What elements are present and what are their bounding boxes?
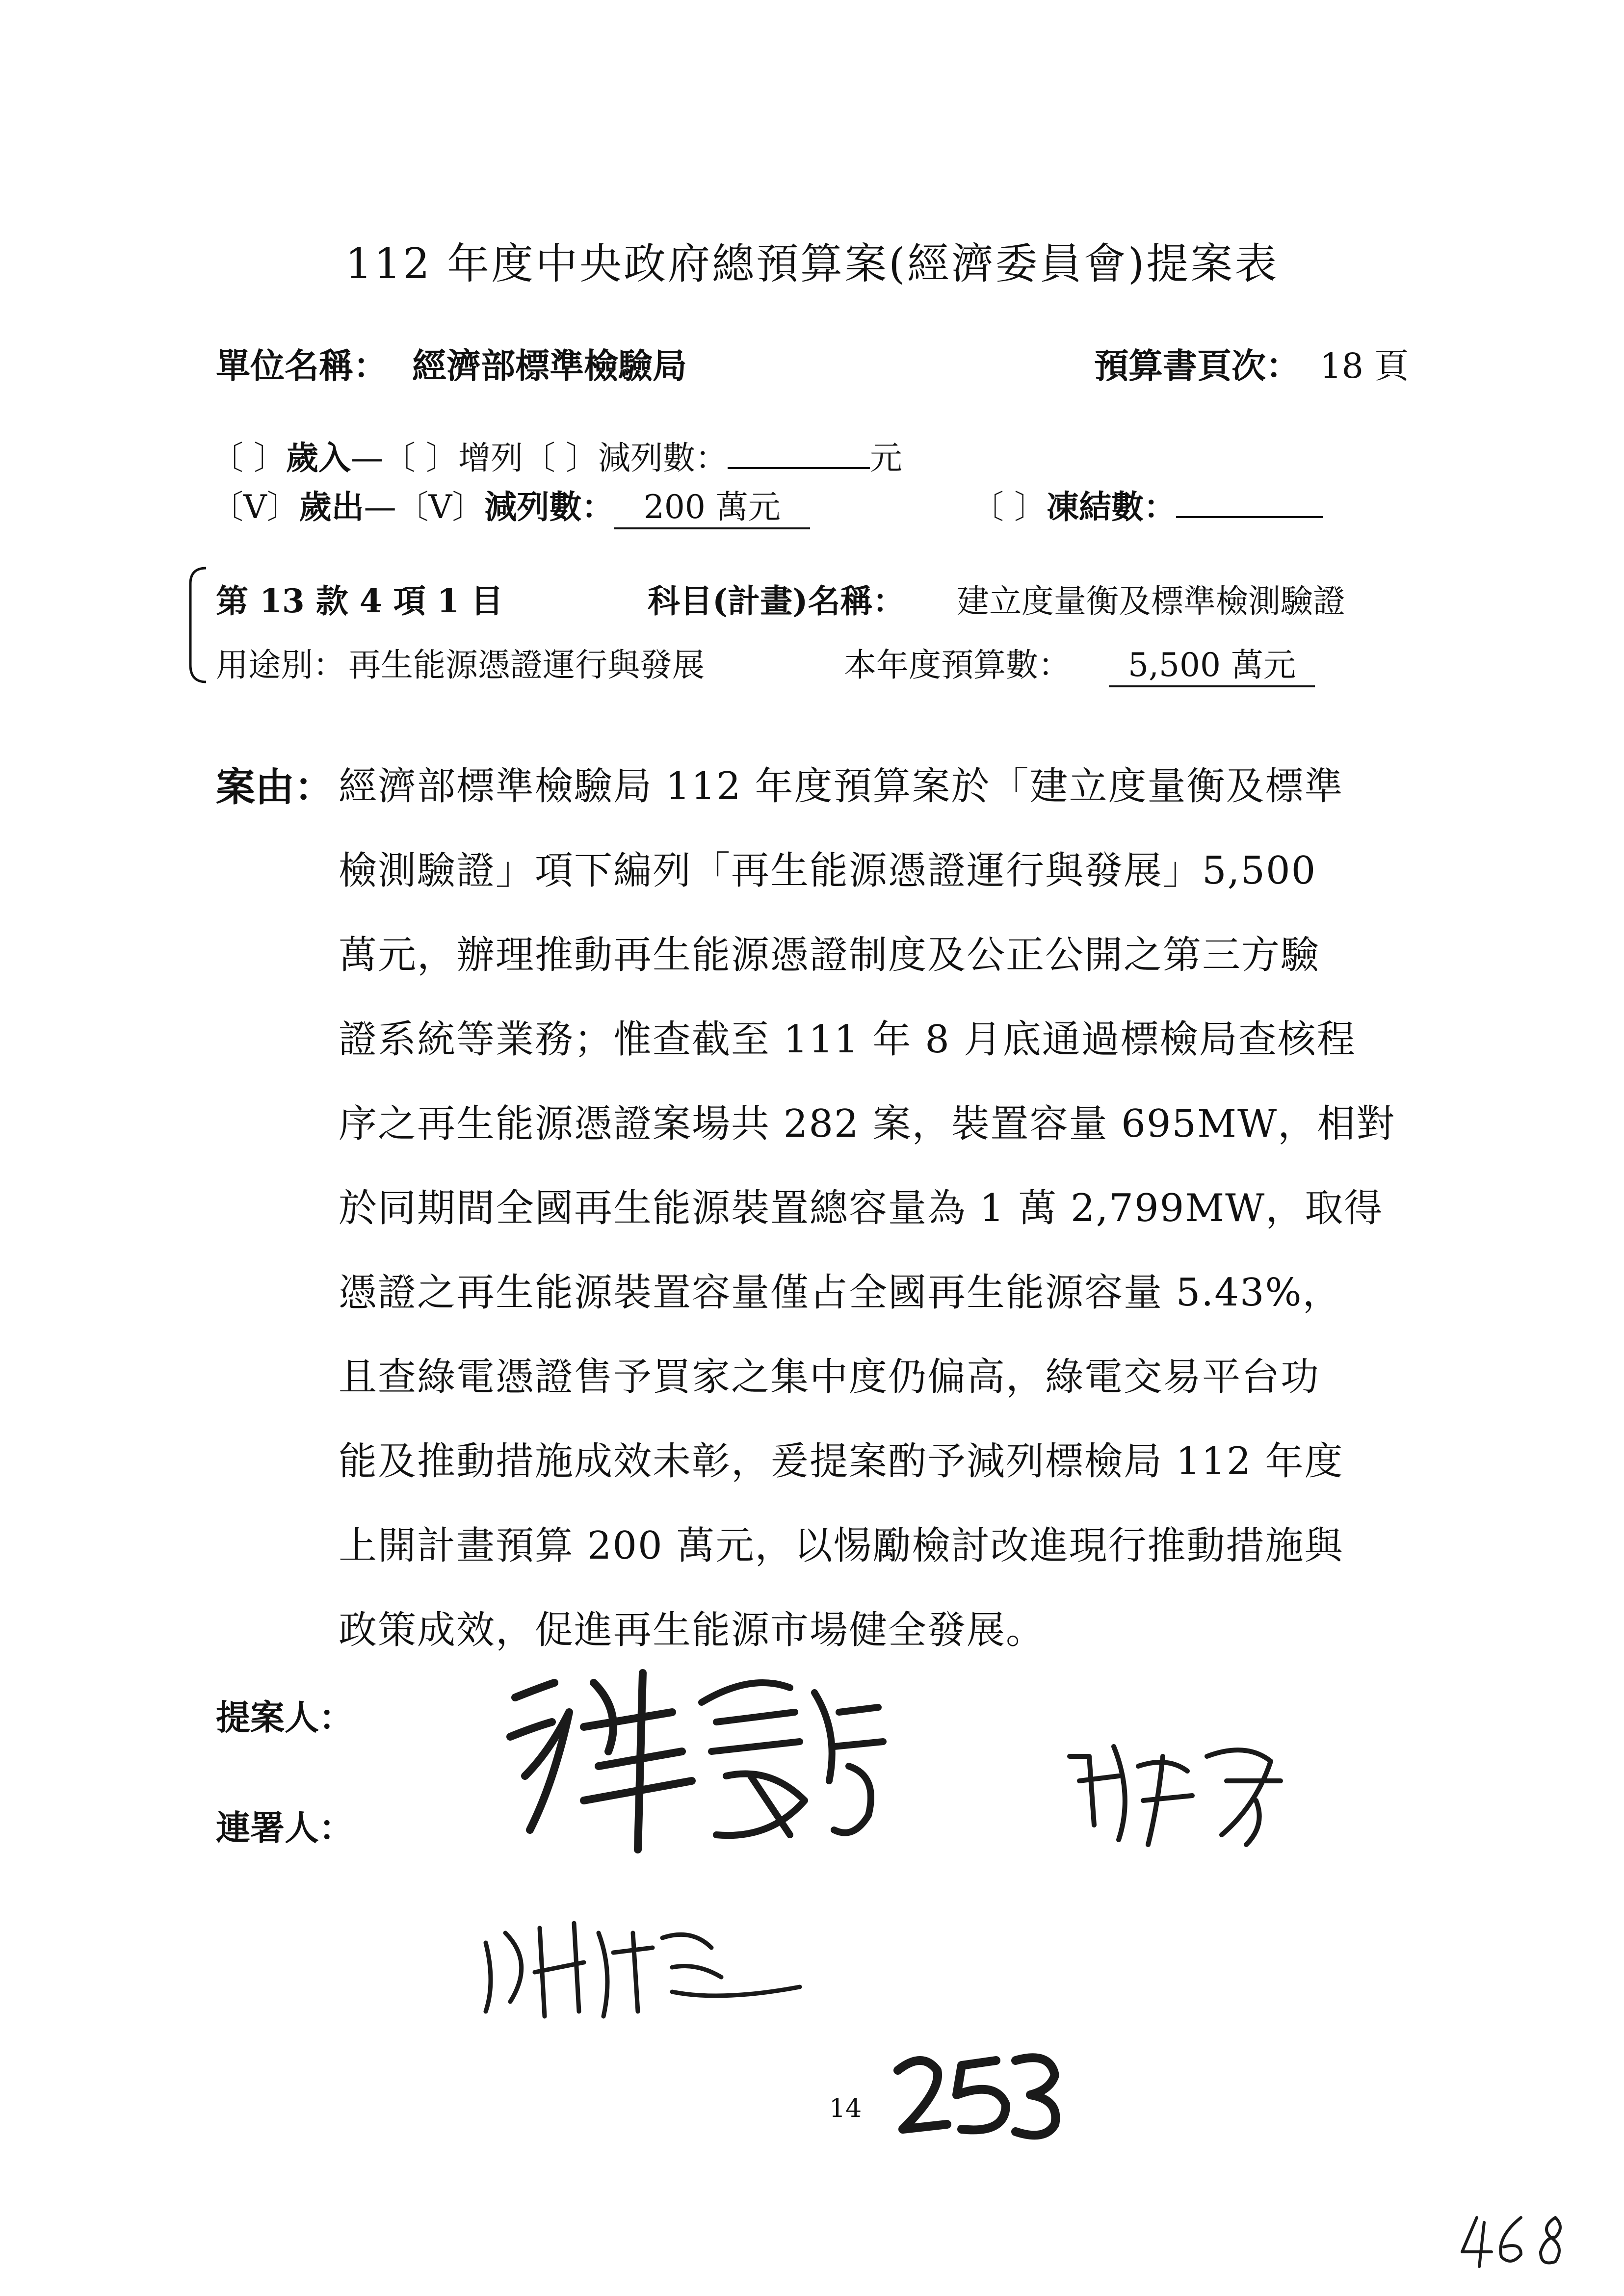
left-brace [186,564,216,687]
reason-line: 萬元，辦理推動再生能源憑證制度及公正公開之第三方驗 [339,933,1320,977]
freeze-checkbox: 〔 〕 [971,488,1047,526]
reason-line: 憑證之再生能源裝置容量僅占全國再生能源容量 5.43%， [339,1271,1342,1315]
subject-value: 建立度量衡及標準檢測驗證 [957,582,1345,620]
expense-decrease-checkbox: 〔V〕 [396,488,485,526]
page-number: 14 [829,2094,862,2123]
expense-row [211,481,810,529]
reason-line: 序之再生能源憑證案場共 282 案，裝置容量 695MW，相對 [339,1102,1396,1146]
budget-value: 5,500 萬元 [1109,639,1315,687]
proposer-signature [496,1653,888,1859]
budget-page-value: 18 頁 [1320,346,1409,386]
cosigner-label: 連署人： [216,1807,353,1848]
reason-line: 能及推動措施成效未彰，爰提案酌予減列標檢局 112 年度 [339,1439,1344,1484]
income-label: 歲入 [286,439,351,477]
expense-dash: — [364,488,396,526]
income-decrease-blank [728,435,870,469]
reason-line: 證系統等業務；惟查截至 111 年 8 月底通過標檢局查核程 [339,1018,1356,1062]
subject-label: 科目(計畫)名稱： [648,582,905,620]
unit-label: 單位名稱： [216,345,388,386]
handwritten-corner-number [1457,2208,1585,2271]
freeze-label: 凍結數： [1046,488,1176,526]
reason-line: 檢測驗證」項下編列「再生能源憑證運行與發展」5,500 [339,849,1317,893]
reason-line: 且查綠電憑證售予買家之集中度仍偏高，綠電交易平台功 [339,1355,1320,1399]
purpose-value: 再生能源憑證運行與發展 [348,646,705,684]
budget-label: 本年度預算數： [844,646,1071,684]
increase-checkbox: 〔 〕 [383,439,458,477]
expense-decrease-label: 減列數： [484,488,614,526]
expense-decrease-amount: 200 萬元 [614,481,810,529]
reason-line: 上開計畫預算 200 萬元，以惕勵檢討改進現行推動措施與 [339,1524,1344,1568]
reason-line: 經濟部標準檢驗局 112 年度預算案於「建立度量衡及標準 [339,764,1344,809]
proposer-label: 提案人： [216,1697,353,1738]
income-checkbox: 〔 〕 [211,439,286,477]
purpose-label: 用途別： [216,646,345,684]
handwritten-page-number [888,2051,1065,2144]
reason-line: 於同期間全國再生能源裝置總容量為 1 萬 2,799MW，取得 [339,1186,1384,1230]
decrease-checkbox: 〔 〕 [523,439,598,477]
income-decrease-label: 減列數： [598,439,728,477]
increase-label: 增列 [458,439,523,477]
expense-label: 歲出 [299,488,364,526]
freeze-blank [1176,484,1323,518]
second-signature [1060,1727,1315,1854]
document-title: 112 年度中央政府總預算案(經濟委員會)提案表 [345,239,1279,288]
unit-value: 經濟部標準檢驗局 [412,345,687,386]
income-unit: 元 [869,439,902,477]
item-section: 第 13 款 4 項 1 目 [216,582,503,620]
expense-checkbox: 〔V〕 [211,488,299,526]
income-row [211,432,902,478]
income-dash: — [350,439,383,477]
reason-line: 政策成效，促進再生能源市場健全發展。 [339,1608,1046,1652]
reason-label: 案由： [216,764,334,810]
third-signature [466,1904,819,2031]
freeze-row [971,481,1323,527]
budget-page-label: 預算書頁次： [1094,345,1300,386]
